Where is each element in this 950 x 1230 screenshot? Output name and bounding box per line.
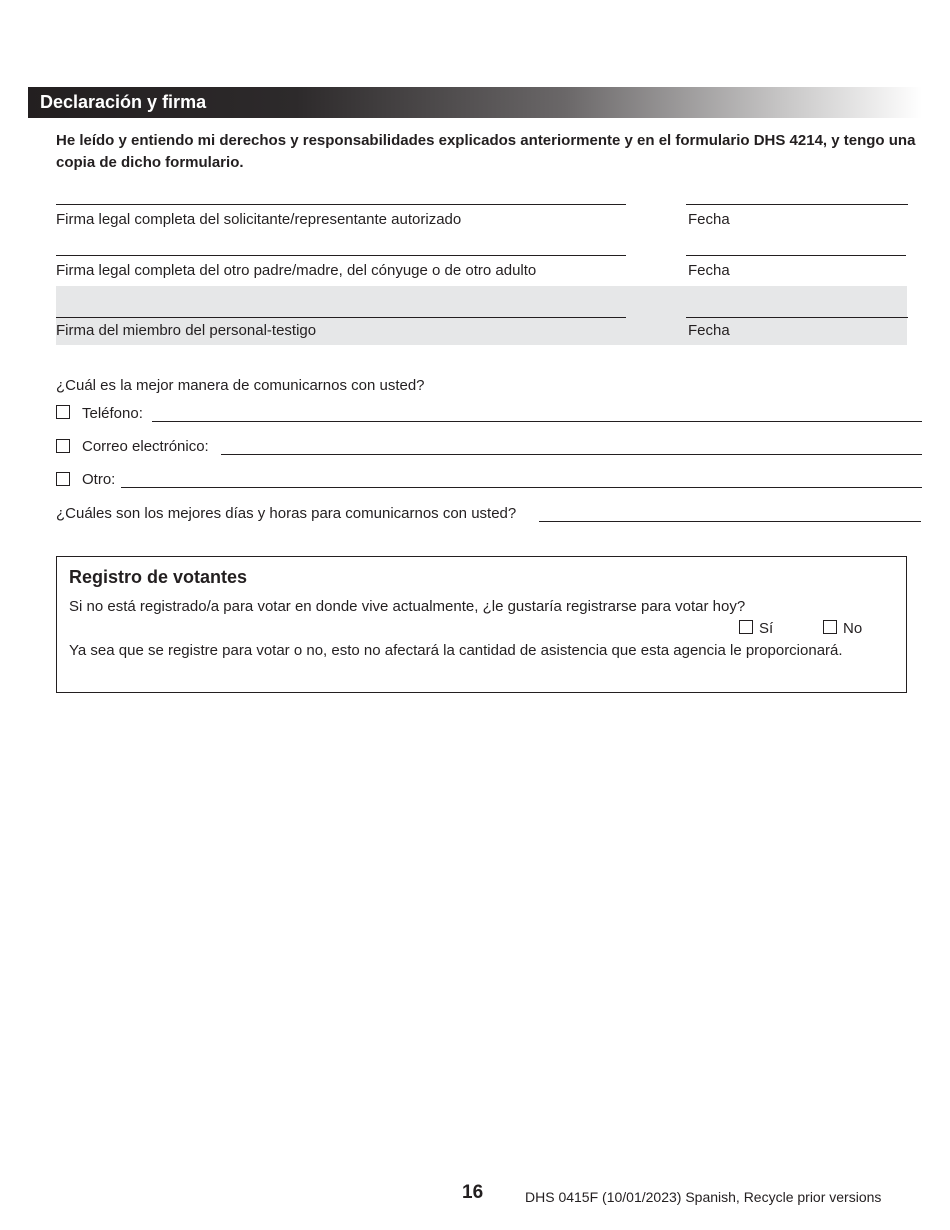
- voter-registration-question: Si no está registrado/a para votar en donde vive actualmente, ¿le gustaría registrarse para votar hoy?: [69, 598, 746, 615]
- other-adult-signature-line[interactable]: [56, 255, 626, 256]
- email-checkbox[interactable]: [56, 439, 70, 453]
- voter-registration-box: [56, 556, 907, 693]
- other-checkbox[interactable]: [56, 472, 70, 486]
- phone-label: Teléfono:: [82, 405, 143, 422]
- contact-question: ¿Cuál es la mejor manera de comunicarnos con usted?: [56, 377, 425, 394]
- page-number: 16: [462, 1182, 484, 1203]
- witness-date-label: Fecha: [688, 322, 730, 339]
- voter-yes-checkbox[interactable]: [739, 620, 753, 634]
- section-header: [28, 87, 922, 118]
- voter-no-checkbox[interactable]: [823, 620, 837, 634]
- witness-signature-line[interactable]: [56, 317, 626, 318]
- applicant-date-label: Fecha: [688, 211, 730, 228]
- applicant-date-line[interactable]: [686, 204, 908, 205]
- email-input[interactable]: [221, 454, 922, 455]
- voter-yes-label: Sí: [759, 620, 774, 637]
- witness-signature-label: Firma del miembro del personal-testigo: [56, 322, 317, 339]
- form-id: DHS 0415F (10/01/2023) Spanish, Recycle prior versions: [525, 1189, 882, 1205]
- other-label: Otro:: [82, 471, 116, 488]
- voter-registration-title: Registro de votantes: [69, 567, 248, 587]
- best-times-question: ¿Cuáles son los mejores días y horas para comunicarnos con usted?: [56, 505, 517, 522]
- voter-no-label: No: [843, 620, 863, 637]
- applicant-signature-line[interactable]: [56, 204, 626, 205]
- witness-date-line[interactable]: [686, 317, 908, 318]
- other-adult-date-label: Fecha: [688, 262, 730, 279]
- best-times-input[interactable]: [539, 521, 921, 522]
- phone-checkbox[interactable]: [56, 405, 70, 419]
- email-label: Correo electrónico:: [82, 438, 209, 455]
- section-title: Declaración y firma: [40, 92, 207, 112]
- phone-input[interactable]: [152, 421, 922, 422]
- other-input[interactable]: [121, 487, 922, 488]
- voter-registration-notice: Ya sea que se registre para votar o no, esto no afectará la cantidad de asistencia que esta agencia le proporcionará.: [69, 642, 843, 659]
- declaration-text: He leído y entiendo mi derechos y responsabilidades explicados anteriormente y en el formulario DHS 4214, y tengo una copia de dicho formulario.: [56, 132, 916, 171]
- applicant-signature-label: Firma legal completa del solicitante/representante autorizado: [56, 211, 462, 228]
- other-adult-date-line[interactable]: [686, 255, 906, 256]
- other-adult-signature-label: Firma legal completa del otro padre/madre, del cónyuge o de otro adulto: [56, 262, 537, 279]
